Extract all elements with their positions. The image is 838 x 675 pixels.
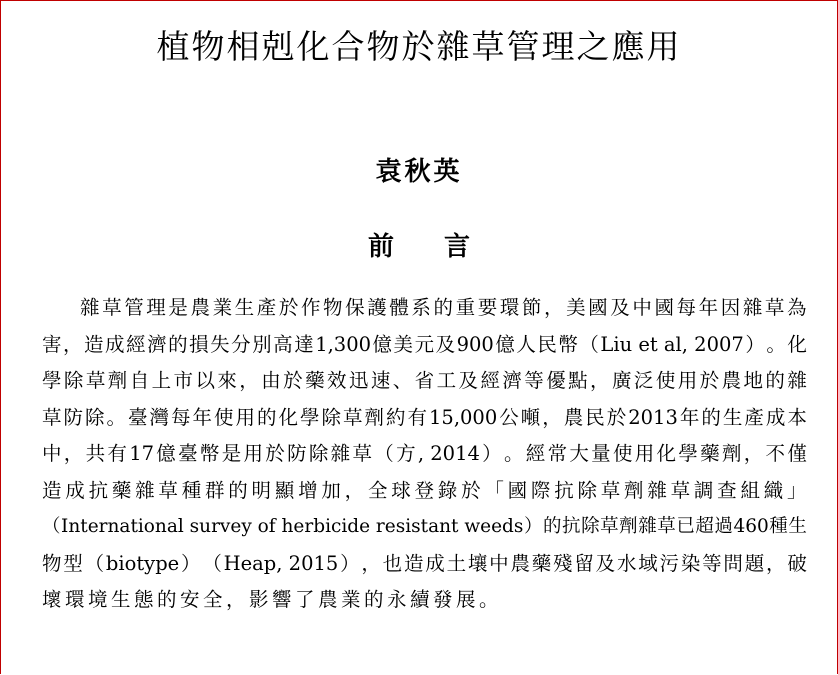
paragraph-line: 中 ， 共 有 17 億 臺 幣 是 用 於 防 除 雜 草 （ 方 , 2014 ） 。 經 常 大 量 使 用 化 學 藥 劑 ， 不 僅 (42, 442, 807, 465)
body-paragraph (42, 290, 807, 619)
paragraph-line: 壞環境生態的安全，影響了農業的永續發展。 (42, 588, 503, 611)
author-name: 袁秋英 (375, 157, 463, 187)
paragraph-line: 草 防 除 。 臺 灣 每 年 使 用 的 化 學 除 草 劑 約 有 15,000 公 噸 ， 農 民 於 2013 年 的 生 產 成 本 (42, 405, 807, 429)
paragraph-line: 造 成 抗 藥 雜 草 種 群 的 明 顯 增 加 ， 全 球 登 錄 於 「 國 際 抗 除 草 劑 雜 草 調 查 組 織 」 (42, 478, 807, 502)
document-title: 植物相剋化合物於雜草管理之應用 (156, 27, 682, 66)
paragraph-line: 害 ， 造 成 經 濟 的 損 失 分 別 高 達 1,300 億 美 元 及 900 億 人 民 幣 （ Liu et al, 2007 ） 。 化 (42, 332, 807, 356)
section-heading: 前言 (367, 232, 520, 262)
paragraph-line: （ International survey of herbicide resistant weeds ） 的 抗 除 草 劑 雜 草 已 超 過 460 種 生 (42, 516, 807, 537)
paragraph-line: 雜 草 管 理 是 農 業 生 產 於 作 物 保 護 體 系 的 重 要 環 節 ， 美 國 及 中 國 每 年 因 雜 草 為 (80, 296, 807, 319)
paragraph-line: 學 除 草 劑 自 上 市 以 來 ， 由 於 藥 效 迅 速 、 省 工 及 經 濟 等 優 點 ， 廣 泛 使 用 於 農 地 的 雜 (42, 369, 807, 392)
paragraph-line: 物 型 （ biotype ） （ Heap, 2015 ） ， 也 造 成 土 壤 中 農 藥 殘 留 及 水 域 污 染 等 問 題 ， 破 (42, 551, 807, 575)
